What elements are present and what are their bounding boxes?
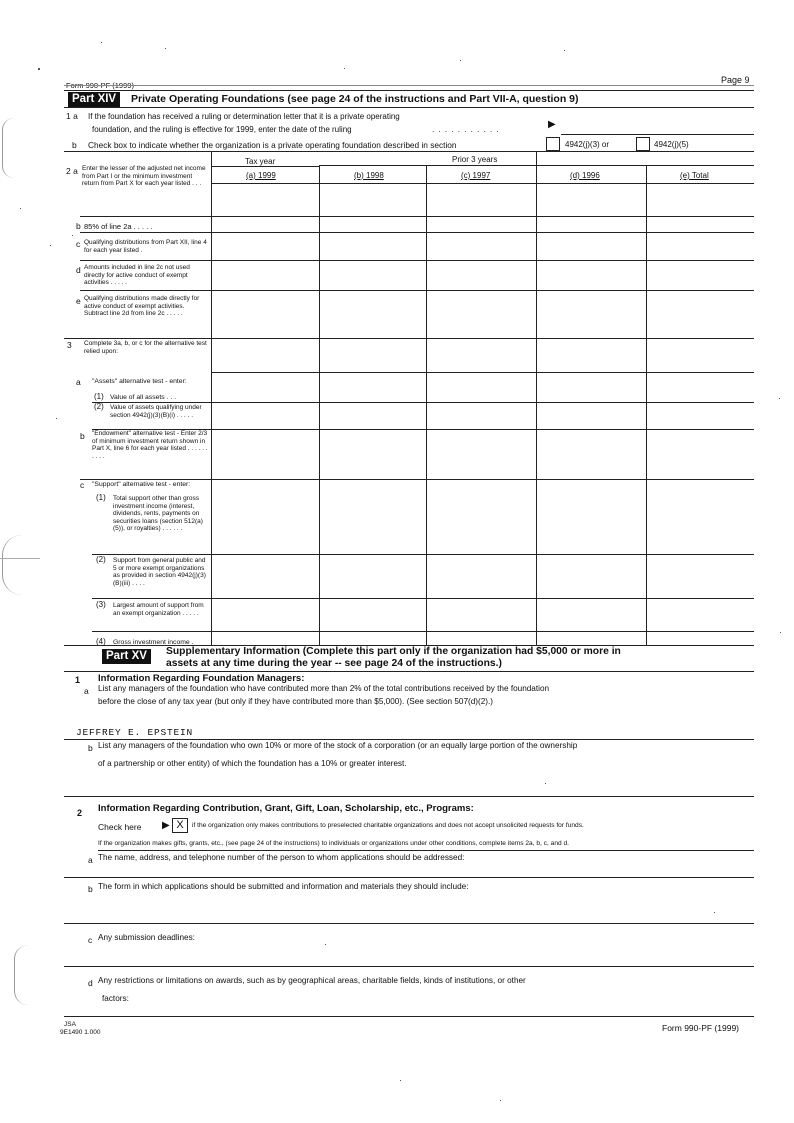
s2b-answer-line: [64, 923, 754, 924]
q1b-rule: [64, 151, 754, 152]
row-3c3-label: Largest amount of support from an exempt organization . . . . .: [113, 602, 204, 617]
s2-title: Information Regarding Contribution, Grant, Gift, Loan, Scholarship, etc., Programs:: [98, 803, 474, 814]
part-xiv-title: Private Operating Foundations (see page 24 of the instructions and Part VII-A, question 9): [131, 93, 579, 105]
scan-speck: [344, 68, 345, 69]
col-header-d-1996: (d) 1996: [570, 171, 600, 180]
scan-speck: [400, 1080, 401, 1081]
s2-number: 2: [77, 808, 83, 818]
row-3c2-label: Support from general public and 5 or more exempt organizations as provided in section 4942(j)(3)(B)(iii) . . . .: [113, 557, 206, 587]
row-3c1-label: Total support other than gross investment income (interest, dividends, rents, payments on securities loans (section 512(a)(5)), or royalties) . . . . . .: [113, 495, 203, 533]
scan-margin-mark-left-2: [2, 535, 43, 595]
row-3a2-number: (2): [94, 402, 104, 411]
scan-speck: [500, 1100, 501, 1101]
table-col-divider: [536, 151, 537, 645]
scan-speck: [56, 418, 57, 419]
col-header-e-total: (e) Total: [680, 171, 709, 180]
row-rule: [80, 479, 754, 480]
s2a-number: a: [88, 855, 93, 865]
row-2a-label: Enter the lesser of the adjusted net income from Part I or the minimum investment return from Part X for each year listed . . .: [82, 165, 206, 188]
row-3a1-number: (1): [94, 392, 104, 401]
s2c-text: Any submission deadlines:: [98, 933, 195, 942]
row-2d-label: Amounts included in line 2c not used directly for active conduct of exempt activities . . . . .: [84, 264, 190, 287]
scan-speck: [20, 208, 21, 209]
row-3a1-label: Value of all assets . . .: [110, 394, 176, 401]
s1-number: 1: [75, 675, 81, 685]
s1a-text-line2: before the close of any tax year (but only if they have contributed more than $5,000). (See section 507(d)(2).): [98, 697, 494, 706]
row-rule: [92, 631, 754, 632]
s2a-answer-line: [64, 877, 754, 878]
row-3c-label: "Support" alternative test - enter:: [92, 481, 191, 488]
row-2e-label: Qualifying distributions made directly for active conduct of exempt activities. Subtract line 2d from line 2c . . . . .: [84, 295, 200, 318]
s2-preselected-checkbox[interactable]: X: [172, 818, 188, 833]
part-xv-rule: [64, 671, 754, 672]
scan-margin-mark-left-1: [2, 118, 17, 178]
s2-other-conditions-text: If the organization makes gifts, grants, etc., (see page 24 of the instructions) to individuals or organizations under other conditions, complete items 2a, b, c, and d.: [98, 840, 569, 847]
header-rule: [64, 90, 754, 91]
s2d-text-line1: Any restrictions or limitations on awards, such as by geographical areas, charitable fields, kinds of institutions, or other: [98, 976, 526, 985]
row-2e-number: e: [76, 296, 81, 306]
q1b-text: Check box to indicate whether the organization is a private operating foundation described in section: [88, 140, 457, 150]
row-rule: [80, 260, 754, 261]
q1b-option-4942j5: 4942(j)(5): [654, 140, 689, 149]
part-xv-title-line1: Supplementary Information (Complete this part only if the organization had $5,000 or more in: [166, 646, 621, 657]
s2-rule: [98, 850, 754, 851]
row-3b-number: b: [80, 431, 85, 441]
header-rule-top: [64, 85, 754, 86]
scan-speck: [564, 50, 565, 51]
s2b-number: b: [88, 884, 93, 894]
s2d-answer-line: [64, 1016, 754, 1017]
scan-speck: [165, 48, 166, 49]
q1a-text-line1: If the foundation has received a ruling or determination letter that it is a private operating: [88, 112, 400, 121]
row-rule: [64, 338, 754, 339]
q1a-dots: . . . . . . . . . . .: [432, 125, 500, 134]
s1b-number: b: [88, 743, 93, 753]
scan-speck: [779, 398, 780, 399]
arrow-icon: ▶: [162, 820, 170, 831]
scan-margin-line-left: [0, 558, 40, 559]
scan-margin-mark-left-3: [14, 945, 29, 1005]
s2c-number: c: [88, 935, 93, 945]
row-rule: [80, 232, 754, 233]
s1b-text-line1: List any managers of the foundation who own 10% or more of the stock of a corporation (or an equally large portion of the ownership: [98, 741, 578, 750]
row-3c-number: c: [80, 480, 85, 490]
row-rule: [80, 216, 754, 217]
part-xiv-label: Part XIV: [68, 92, 120, 107]
tax-year-rule: [211, 166, 319, 167]
q1a-answer-line: [561, 134, 754, 135]
q1b-checkbox-4942j5[interactable]: [636, 137, 650, 151]
s2b-text: The form in which applications should be submitted and information and materials they should include:: [98, 882, 469, 891]
row-2a-number: 2 a: [66, 166, 78, 176]
scan-speck: [460, 60, 461, 61]
table-col-divider: [646, 165, 647, 645]
prior-years-rule: [319, 165, 754, 166]
s1a-text-line1: List any managers of the foundation who have contributed more than 2% of the total contributions received by the foundation: [98, 684, 550, 693]
s2a-text: The name, address, and telephone number of the person to whom applications should be addressed:: [98, 853, 465, 862]
s1b-text-line2: of a partnership or other entity) of which the foundation has a 10% or greater interest.: [98, 759, 407, 768]
part-xv-title-line2: assets at any time during the year -- see page 24 of the instructions.): [166, 658, 502, 669]
row-rule: [80, 290, 754, 291]
row-3c1-number: (1): [96, 493, 106, 502]
row-3c4-number: (4): [96, 637, 106, 646]
row-3a-label: "Assets" alternative test - enter:: [92, 378, 187, 385]
s1a-number: a: [84, 686, 89, 696]
row-3-number: 3: [67, 340, 72, 350]
s1-title: Information Regarding Foundation Managers:: [98, 673, 305, 684]
table-col-divider: [319, 165, 320, 645]
s2d-text-line2: factors:: [102, 994, 129, 1003]
row-rule: [92, 598, 754, 599]
page-number: Page 9: [721, 75, 750, 85]
s2-check-label: Check here: [98, 822, 142, 832]
row-3a-number: a: [76, 377, 81, 387]
col-header-a-1999: (a) 1999: [246, 171, 276, 180]
row-2c-number: c: [76, 239, 81, 249]
form-id-header: Form 990-PF (1999): [66, 81, 134, 90]
row-rule: [211, 372, 754, 373]
q1b-number: b: [72, 140, 77, 150]
row-rule: [92, 554, 754, 555]
col-header-c-1997: (c) 1997: [461, 171, 491, 180]
s1a-answer-line: [64, 739, 754, 740]
col-header-b-1998: (b) 1998: [354, 171, 384, 180]
footer-form-id: Form 990-PF (1999): [662, 1023, 739, 1033]
part-xv-label: Part XV: [102, 649, 151, 664]
table-col-divider: [426, 165, 427, 645]
col-header-rule: [211, 183, 754, 184]
row-3b-label: "Endowment" alternative test - Enter 2/3 of minimum investment return shown in Part X, line 6 for each year listed . . . . . . . . . .: [92, 430, 208, 460]
row-3c3-number: (3): [96, 600, 106, 609]
row-3c4-label: Gross investment income .: [113, 639, 194, 646]
q1a-text-line2: foundation, and the ruling is effective for 1999, enter the date of the ruling: [92, 125, 352, 134]
arrow-icon: ▶: [548, 119, 556, 130]
row-2b-number: b: [76, 221, 81, 231]
scan-speck: [714, 912, 715, 913]
scan-speck: [72, 235, 73, 236]
row-3a2-label: Value of assets qualifying under section 4942(j)(3)(B)(i) . . . . .: [110, 404, 202, 419]
scan-speck: [545, 783, 546, 784]
q1a-number: 1 a: [66, 111, 78, 121]
row-2c-label: Qualifying distributions from Part XII, line 4 for each year listed .: [84, 239, 207, 254]
scan-speck: [325, 944, 326, 945]
q1b-checkbox-4942j3[interactable]: [546, 137, 560, 151]
s2c-answer-line: [64, 966, 754, 967]
col-header-tax-year: Tax year: [245, 157, 276, 166]
footer-jsa: JSA: [64, 1021, 76, 1028]
table-col-divider: [211, 151, 212, 645]
part-xiv-rule: [64, 107, 754, 108]
scan-speck: [50, 245, 51, 246]
s2d-number: d: [88, 978, 93, 988]
row-2d-number: d: [76, 265, 81, 275]
q1b-option-4942j3: 4942(j)(3) or: [565, 140, 610, 149]
row-2b-label: 85% of line 2a . . . . .: [84, 222, 153, 231]
row-3-label: Complete 3a, b, or c for the alternative test relied upon:: [84, 340, 207, 355]
scan-speck: [38, 68, 40, 70]
footer-code: 9E1490 1.000: [60, 1029, 101, 1036]
s2-check-text: if the organization only makes contributions to preselected charitable organizations and does not accept unsolicited requests for funds.: [192, 822, 584, 829]
scan-speck: [101, 42, 102, 43]
s1a-manager-name: JEFFREY E. EPSTEIN: [76, 727, 194, 738]
scan-speck: [780, 632, 781, 633]
s1b-answer-line: [64, 796, 754, 797]
row-3c2-number: (2): [96, 555, 106, 564]
col-header-prior-3-years: Prior 3 years: [452, 155, 498, 164]
row-rule: [92, 402, 754, 403]
